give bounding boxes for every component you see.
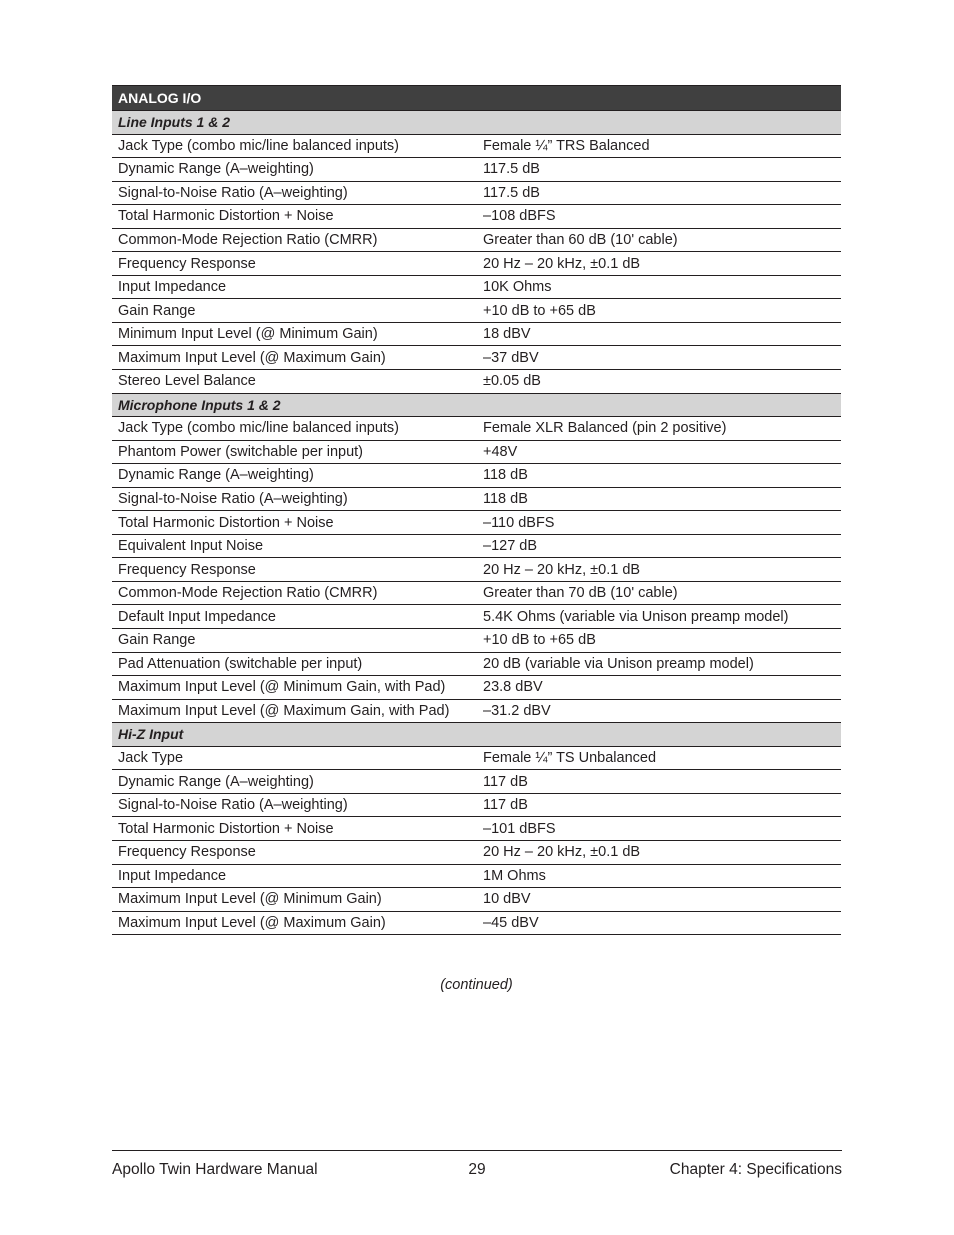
spec-label: Dynamic Range (A–weighting) [118, 161, 314, 178]
spec-value: 20 Hz – 20 kHz, ±0.1 dB [483, 255, 641, 272]
spec-value: 117.5 dB [483, 161, 540, 178]
spec-label: Gain Range [118, 302, 196, 319]
spec-label: Maximum Input Level (@ Minimum Gain, with Pad) [118, 679, 446, 696]
spec-value: –45 dBV [483, 914, 539, 931]
table-row [112, 370, 841, 394]
spec-value: +10 dB to +65 dB [483, 632, 596, 649]
spec-label: Gain Range [118, 632, 196, 649]
spec-value: 20 Hz – 20 kHz, ±0.1 dB [483, 844, 641, 861]
table-row [112, 841, 841, 865]
table-row [112, 276, 841, 300]
spec-label: Jack Type (combo mic/line balanced inputs) [118, 137, 400, 154]
spec-value: +48V [483, 443, 518, 460]
table-row [112, 182, 841, 206]
spec-label: Phantom Power (switchable per input) [118, 443, 364, 460]
spec-label: Signal-to-Noise Ratio (A–weighting) [118, 184, 348, 201]
spec-label: Total Harmonic Distortion + Noise [118, 514, 334, 531]
continued-note: (continued) [440, 977, 513, 993]
page-number: 29 [468, 1161, 486, 1178]
spec-label: Total Harmonic Distortion + Noise [118, 208, 334, 225]
table-row [112, 794, 841, 818]
spec-value: 20 Hz – 20 kHz, ±0.1 dB [483, 561, 641, 578]
spec-value: 18 dBV [483, 326, 531, 343]
footer-divider [112, 1150, 842, 1151]
spec-value: 10K Ohms [483, 279, 552, 296]
spec-value: Greater than 70 dB (10' cable) [483, 585, 678, 602]
spec-label: Signal-to-Noise Ratio (A–weighting) [118, 797, 348, 814]
spec-label: Frequency Response [118, 844, 256, 861]
table-header: ANALOG I/O [112, 86, 841, 111]
spec-label: Maximum Input Level (@ Minimum Gain) [118, 891, 382, 908]
table-row [112, 912, 841, 936]
spec-value: –110 dBFS [483, 514, 555, 531]
spec-label: Minimum Input Level (@ Minimum Gain) [118, 326, 378, 343]
spec-value: –127 dB [483, 538, 538, 555]
spec-label: Dynamic Range (A–weighting) [118, 773, 314, 790]
spec-label: Input Impedance [118, 279, 227, 296]
table-row [112, 817, 841, 841]
spec-label: Signal-to-Noise Ratio (A–weighting) [118, 491, 348, 508]
spec-label: Common-Mode Rejection Ratio (CMRR) [118, 232, 378, 248]
table-row [112, 888, 841, 912]
table-row [112, 299, 841, 323]
table-row [112, 629, 841, 653]
spec-label: Common-Mode Rejection Ratio (CMRR) [118, 585, 378, 602]
spec-label: Input Impedance [118, 867, 227, 884]
table-row [112, 535, 841, 559]
spec-value: 118 dB [483, 491, 528, 508]
spec-value: Greater than 60 dB (10' cable) [483, 232, 678, 248]
spec-value: Female XLR Balanced (pin 2 positive) [483, 420, 727, 437]
table-row [112, 770, 841, 794]
table-row [112, 229, 841, 253]
table-row [112, 511, 841, 535]
spec-value: –37 dBV [483, 349, 539, 366]
section-header: Line Inputs 1 & 2 [112, 111, 841, 135]
spec-value: 10 dBV [483, 891, 531, 908]
spec-label: Stereo Level Balance [118, 373, 256, 390]
table-row [112, 747, 841, 771]
spec-label: Default Input Impedance [118, 608, 276, 625]
footer-chapter: Chapter 4: Specifications [669, 1161, 842, 1178]
spec-value: Female ¼” TS Unbalanced [483, 750, 657, 767]
table-row [112, 158, 841, 182]
table-row [112, 464, 841, 488]
spec-value: 118 dB [483, 467, 528, 484]
table-row [112, 700, 841, 724]
spec-label: Equivalent Input Noise [118, 538, 264, 555]
spec-value: Female ¼” TRS Balanced [483, 137, 650, 154]
spec-value: 117.5 dB [483, 184, 540, 201]
table-row [112, 653, 841, 677]
spec-label: Frequency Response [118, 561, 256, 578]
table-row [112, 252, 841, 276]
table-row [112, 323, 841, 347]
spec-value: 20 dB (variable via Unison preamp model) [483, 655, 754, 672]
table-row [112, 488, 841, 512]
table-row [112, 865, 841, 889]
footer-manual-title: Apollo Twin Hardware Manual [112, 1161, 318, 1178]
spec-value: 5.4K Ohms (variable via Unison preamp model) [483, 608, 789, 625]
spec-label: Maximum Input Level (@ Maximum Gain) [118, 914, 386, 931]
table-row [112, 205, 841, 229]
spec-label: Dynamic Range (A–weighting) [118, 467, 314, 484]
spec-value: +10 dB to +65 dB [483, 302, 596, 319]
spec-label: Jack Type (combo mic/line balanced inputs) [118, 420, 400, 437]
spec-label: Maximum Input Level (@ Maximum Gain, with Pad) [118, 702, 450, 719]
spec-table [112, 85, 841, 935]
spec-value: –101 dBFS [483, 820, 556, 837]
table-row [112, 135, 841, 159]
spec-value: 23.8 dBV [483, 679, 543, 696]
table-row [112, 605, 841, 629]
table-row [112, 417, 841, 441]
spec-label: Maximum Input Level (@ Maximum Gain) [118, 349, 386, 366]
spec-label: Jack Type [118, 750, 184, 767]
spec-value: –31.2 dBV [483, 702, 551, 719]
spec-value: –108 dBFS [483, 208, 556, 225]
spec-value: 117 dB [483, 773, 528, 790]
spec-label: Pad Attenuation (switchable per input) [118, 655, 363, 672]
section-header: Microphone Inputs 1 & 2 [112, 394, 841, 418]
spec-value: ±0.05 dB [483, 373, 541, 390]
spec-value: 117 dB [483, 797, 528, 814]
table-row [112, 346, 841, 370]
spec-label: Total Harmonic Distortion + Noise [118, 820, 334, 837]
spec-value: 1M Ohms [483, 867, 546, 884]
section-header: Hi-Z Input [112, 723, 841, 747]
table-row [112, 676, 841, 700]
table-row [112, 558, 841, 582]
spec-label: Frequency Response [118, 255, 256, 272]
table-row [112, 582, 841, 606]
table-row [112, 441, 841, 465]
